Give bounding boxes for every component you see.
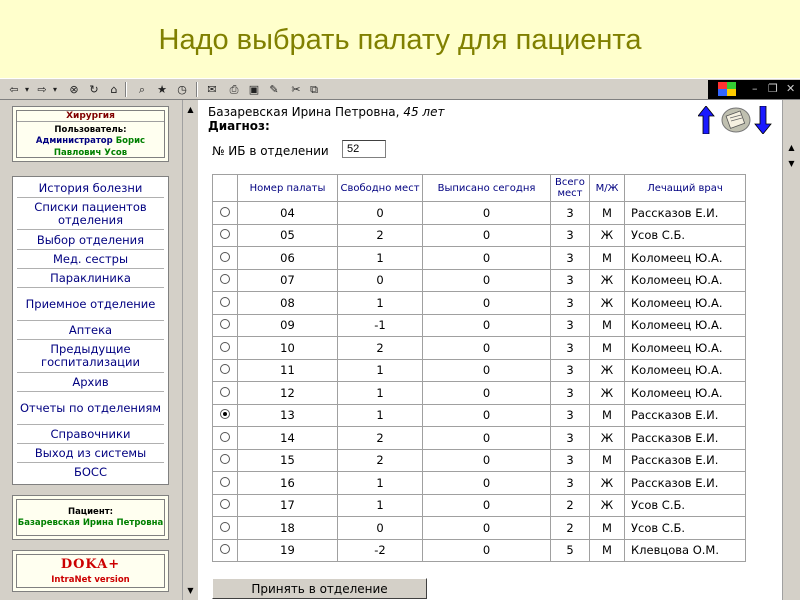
- free-beds-cell: 0: [338, 269, 423, 292]
- table-row[interactable]: [213, 202, 746, 225]
- ward-number-cell: 14: [238, 427, 338, 450]
- menu-item-directories[interactable]: Справочники: [17, 425, 164, 444]
- row-select-cell: [213, 314, 238, 337]
- free-beds-cell: 1: [338, 382, 423, 405]
- window-controls: [708, 80, 800, 99]
- minimize-icon[interactable]: –: [752, 82, 758, 95]
- app-version: IntraNet version: [51, 575, 130, 585]
- toolbar-separator: [196, 82, 198, 97]
- row-select-cell: [213, 517, 238, 540]
- app-logo: DOKA+: [60, 557, 121, 572]
- browser-toolbar: [0, 78, 800, 100]
- row-select-cell: [213, 292, 238, 315]
- total-beds-cell: 3: [551, 292, 590, 315]
- menu-item-previous-admissions[interactable]: Предыдущие госпитализации: [17, 340, 164, 373]
- user-info: [17, 135, 164, 159]
- free-beds-cell: 1: [338, 292, 423, 315]
- doctor-cell: Коломеец Ю.А.: [625, 292, 746, 315]
- ward-number-cell: 12: [238, 382, 338, 405]
- discharged-today-cell: 0: [423, 517, 551, 540]
- table-row[interactable]: [213, 382, 746, 405]
- table-row[interactable]: [213, 337, 746, 360]
- sex-cell: Ж: [590, 269, 625, 292]
- ward-radio[interactable]: [220, 477, 230, 487]
- row-select-cell: [213, 247, 238, 270]
- forward-dropdown-icon[interactable]: ▾: [52, 85, 57, 94]
- patient-box-inner: [16, 499, 165, 536]
- table-row[interactable]: [213, 292, 746, 315]
- table-row[interactable]: [213, 224, 746, 247]
- edit-icon[interactable]: ▣: [248, 83, 260, 96]
- doctor-cell: Усов С.Б.: [625, 517, 746, 540]
- discharged-today-cell: 0: [423, 337, 551, 360]
- table-row[interactable]: [213, 472, 746, 495]
- total-beds-cell: 5: [551, 539, 590, 562]
- sex-cell: Ж: [590, 359, 625, 382]
- main-scrollbar[interactable]: [782, 100, 800, 600]
- total-beds-cell: 3: [551, 202, 590, 225]
- ward-radio[interactable]: [220, 432, 230, 442]
- doctor-cell: Коломеец Ю.А.: [625, 337, 746, 360]
- ward-radio[interactable]: [220, 252, 230, 262]
- total-beds-cell: 3: [551, 359, 590, 382]
- ward-table: [212, 174, 746, 562]
- ward-radio[interactable]: [220, 544, 230, 554]
- doctor-cell: Усов С.Б.: [625, 494, 746, 517]
- discharged-today-cell: 0: [423, 539, 551, 562]
- sex-cell: М: [590, 517, 625, 540]
- windows-logo-icon: [718, 82, 736, 96]
- sex-cell: М: [590, 404, 625, 427]
- ward-radio[interactable]: [220, 297, 230, 307]
- discharged-today-cell: 0: [423, 247, 551, 270]
- scroll-up-icon[interactable]: ▲: [788, 143, 795, 152]
- ward-number-cell: 11: [238, 359, 338, 382]
- table-row[interactable]: [213, 247, 746, 270]
- free-beds-cell: 1: [338, 472, 423, 495]
- row-select-cell: [213, 404, 238, 427]
- ward-radio[interactable]: [220, 342, 230, 352]
- print-icon[interactable]: ⎙: [229, 83, 239, 96]
- close-icon[interactable]: ✕: [786, 82, 796, 95]
- free-beds-cell: 0: [338, 517, 423, 540]
- total-beds-cell: 2: [551, 494, 590, 517]
- ward-number-cell: 16: [238, 472, 338, 495]
- toolbar-separator: [125, 82, 127, 97]
- ward-radio[interactable]: [220, 229, 230, 239]
- accept-button[interactable]: Принять в отделение: [212, 578, 427, 599]
- free-beds-cell: 1: [338, 247, 423, 270]
- table-header-row: [213, 175, 746, 202]
- column-header-total: Всего мест: [551, 175, 590, 202]
- free-beds-cell: 0: [338, 202, 423, 225]
- doctor-cell: Рассказов Е.И.: [625, 202, 746, 225]
- ward-number-cell: 10: [238, 337, 338, 360]
- row-select-cell: [213, 202, 238, 225]
- discuss-icon[interactable]: ✎: [269, 83, 279, 96]
- patient-header-name: Базаревская Ирина Петровна: [208, 105, 396, 119]
- row-select-cell: [213, 382, 238, 405]
- patient-age: 45 лет: [403, 105, 445, 119]
- menu-item-logout[interactable]: Выход из системы: [17, 444, 164, 463]
- row-select-cell: [213, 449, 238, 472]
- table-row[interactable]: [213, 269, 746, 292]
- column-header-ward: Номер палаты: [238, 175, 338, 202]
- row-select-cell: [213, 359, 238, 382]
- table-row[interactable]: [213, 314, 746, 337]
- nav-icons: [698, 106, 778, 134]
- discharged-today-cell: 0: [423, 292, 551, 315]
- logo-box: [12, 550, 169, 592]
- doctor-cell: Коломеец Ю.А.: [625, 359, 746, 382]
- total-beds-cell: 3: [551, 247, 590, 270]
- table-row[interactable]: [213, 404, 746, 427]
- logo-box-inner: [16, 554, 165, 588]
- doctor-cell: Коломеец Ю.А.: [625, 314, 746, 337]
- ward-number-cell: 07: [238, 269, 338, 292]
- row-select-cell: [213, 427, 238, 450]
- ib-label: № ИБ в отделении: [212, 144, 329, 158]
- main-content: [198, 100, 782, 600]
- ward-radio[interactable]: [220, 364, 230, 374]
- discharged-today-cell: 0: [423, 472, 551, 495]
- ward-number-cell: 04: [238, 202, 338, 225]
- row-select-cell: [213, 472, 238, 495]
- doctor-cell: Коломеец Ю.А.: [625, 382, 746, 405]
- row-select-cell: [213, 269, 238, 292]
- sex-cell: Ж: [590, 382, 625, 405]
- user-name: Борис Павлович Усов: [53, 136, 146, 158]
- free-beds-cell: 2: [338, 224, 423, 247]
- ward-radio[interactable]: [220, 207, 230, 217]
- ward-radio[interactable]: [220, 387, 230, 397]
- patient-box: [12, 495, 169, 540]
- ward-number-cell: 06: [238, 247, 338, 270]
- mail-icon[interactable]: ✉: [207, 83, 217, 96]
- row-select-cell: [213, 337, 238, 360]
- free-beds-cell: 2: [338, 337, 423, 360]
- total-beds-cell: 3: [551, 404, 590, 427]
- menu-item-admission[interactable]: Приемное отделение: [17, 288, 164, 321]
- total-beds-cell: 2: [551, 517, 590, 540]
- sex-cell: М: [590, 337, 625, 360]
- favorites-icon[interactable]: ★: [157, 83, 167, 96]
- discharged-today-cell: 0: [423, 269, 551, 292]
- table-row[interactable]: [213, 539, 746, 562]
- doctor-cell: Клевцова О.М.: [625, 539, 746, 562]
- column-header-free: Свободно мест: [338, 175, 423, 202]
- free-beds-cell: -1: [338, 314, 423, 337]
- total-beds-cell: 3: [551, 314, 590, 337]
- ward-radio[interactable]: [220, 454, 230, 464]
- row-select-cell: [213, 224, 238, 247]
- scroll-up-icon[interactable]: ▲: [187, 105, 194, 114]
- ward-number-cell: 18: [238, 517, 338, 540]
- back-dropdown-icon[interactable]: ▾: [24, 85, 29, 94]
- free-beds-cell: 2: [338, 427, 423, 450]
- row-select-cell: [213, 494, 238, 517]
- ward-radio[interactable]: [220, 319, 230, 329]
- sidebar: [0, 100, 182, 600]
- ward-number-cell: 13: [238, 404, 338, 427]
- menu-item-paraclinic[interactable]: Параклиника: [17, 269, 164, 288]
- free-beds-cell: 1: [338, 404, 423, 427]
- history-icon[interactable]: ◷: [177, 83, 187, 96]
- discharged-today-cell: 0: [423, 224, 551, 247]
- user-role: Администратор: [35, 136, 113, 146]
- column-header-discharged: Выписано сегодня: [423, 175, 551, 202]
- free-beds-cell: 2: [338, 449, 423, 472]
- total-beds-cell: 3: [551, 427, 590, 450]
- discharged-today-cell: 0: [423, 382, 551, 405]
- user-box: [12, 106, 169, 162]
- copy-icon[interactable]: ⧉: [310, 83, 318, 96]
- sex-cell: М: [590, 202, 625, 225]
- user-label: Пользователь:: [54, 125, 127, 135]
- doctor-cell: Рассказов Е.И.: [625, 472, 746, 495]
- free-beds-cell: 1: [338, 359, 423, 382]
- notes-icon[interactable]: [722, 108, 750, 132]
- department-label: Хирургия: [17, 111, 164, 122]
- total-beds-cell: 3: [551, 449, 590, 472]
- discharged-today-cell: 0: [423, 359, 551, 382]
- column-header-sex: М/Ж: [590, 175, 625, 202]
- ward-number-cell: 15: [238, 449, 338, 472]
- ward-number-cell: 08: [238, 292, 338, 315]
- total-beds-cell: 3: [551, 472, 590, 495]
- table-row[interactable]: [213, 359, 746, 382]
- doctor-cell: Рассказов Е.И.: [625, 449, 746, 472]
- arrow-up-icon[interactable]: [698, 106, 714, 134]
- total-beds-cell: 3: [551, 382, 590, 405]
- ward-radio[interactable]: [220, 499, 230, 509]
- menu-item-patient-lists[interactable]: Списки пациентов отделения: [17, 199, 164, 230]
- patient-label: Пациент:: [67, 506, 114, 517]
- discharged-today-cell: 0: [423, 449, 551, 472]
- sex-cell: М: [590, 314, 625, 337]
- ib-number-input[interactable]: [342, 140, 386, 158]
- menu-item-history[interactable]: История болезни: [17, 179, 164, 198]
- select-column-header: [213, 175, 238, 202]
- doctor-cell: Рассказов Е.И.: [625, 427, 746, 450]
- forward-icon[interactable]: ⇨: [37, 83, 47, 96]
- restore-icon[interactable]: ❐: [768, 82, 778, 95]
- scroll-down-icon[interactable]: ▼: [187, 586, 194, 595]
- row-select-cell: [213, 539, 238, 562]
- arrow-down-icon[interactable]: [755, 106, 771, 134]
- discharged-today-cell: 0: [423, 314, 551, 337]
- ward-number-cell: 19: [238, 539, 338, 562]
- sex-cell: Ж: [590, 494, 625, 517]
- menu-item-boss[interactable]: БОСС: [73, 464, 107, 479]
- ward-number-cell: 09: [238, 314, 338, 337]
- doctor-cell: Рассказов Е.И.: [625, 404, 746, 427]
- discharged-today-cell: 0: [423, 494, 551, 517]
- ward-radio[interactable]: [220, 409, 230, 419]
- free-beds-cell: -2: [338, 539, 423, 562]
- stop-icon[interactable]: ⊗: [69, 83, 79, 96]
- free-beds-cell: 1: [338, 494, 423, 517]
- table-row[interactable]: [213, 517, 746, 540]
- table-row[interactable]: [213, 449, 746, 472]
- back-icon[interactable]: ⇦: [9, 83, 19, 96]
- discharged-today-cell: 0: [423, 202, 551, 225]
- doctor-cell: Коломеец Ю.А.: [625, 247, 746, 270]
- user-box-inner: [16, 110, 165, 158]
- diagnosis-label: Диагноз:: [208, 119, 270, 133]
- search-icon[interactable]: ⌕: [138, 83, 146, 96]
- total-beds-cell: 3: [551, 337, 590, 360]
- total-beds-cell: 3: [551, 269, 590, 292]
- slide-title: Надо выбрать палату для пациента: [158, 23, 642, 56]
- column-header-doctor: Лечащий врач: [625, 175, 746, 202]
- doctor-cell: Коломеец Ю.А.: [625, 269, 746, 292]
- ward-number-cell: 17: [238, 494, 338, 517]
- home-icon[interactable]: ⌂: [110, 83, 118, 96]
- patient-name: Базаревская Ирина Петровна: [17, 517, 164, 528]
- ward-number-cell: 05: [238, 224, 338, 247]
- menu-item-nurses[interactable]: Мед. сестры: [17, 250, 164, 269]
- table-row[interactable]: [213, 494, 746, 517]
- sex-cell: Ж: [590, 224, 625, 247]
- menu-item-select-department[interactable]: Выбор отделения: [17, 231, 164, 250]
- doctor-cell: Усов С.Б.: [625, 224, 746, 247]
- ward-radio[interactable]: [220, 522, 230, 532]
- discharged-today-cell: 0: [423, 427, 551, 450]
- refresh-icon[interactable]: ↻: [89, 83, 99, 96]
- sex-cell: М: [590, 449, 625, 472]
- sidebar-menu: [12, 176, 169, 485]
- sex-cell: Ж: [590, 427, 625, 450]
- ward-radio[interactable]: [220, 274, 230, 284]
- sex-cell: Ж: [590, 472, 625, 495]
- menu-item-reports[interactable]: Отчеты по отделениям: [17, 392, 164, 425]
- menu-item-pharmacy[interactable]: Аптека: [17, 321, 164, 340]
- cut-icon[interactable]: ✂: [291, 83, 301, 96]
- discharged-today-cell: 0: [423, 404, 551, 427]
- ward-table-body: [213, 202, 746, 562]
- menu-item-archive[interactable]: Архив: [17, 373, 164, 392]
- sex-cell: М: [590, 247, 625, 270]
- patient-header: Базаревская Ирина Петровна, 45 лет: [208, 105, 445, 119]
- total-beds-cell: 3: [551, 224, 590, 247]
- sex-cell: М: [590, 539, 625, 562]
- sidebar-scrollbar[interactable]: [182, 100, 198, 600]
- sex-cell: Ж: [590, 292, 625, 315]
- table-row[interactable]: [213, 427, 746, 450]
- scroll-down-icon[interactable]: ▼: [788, 159, 795, 168]
